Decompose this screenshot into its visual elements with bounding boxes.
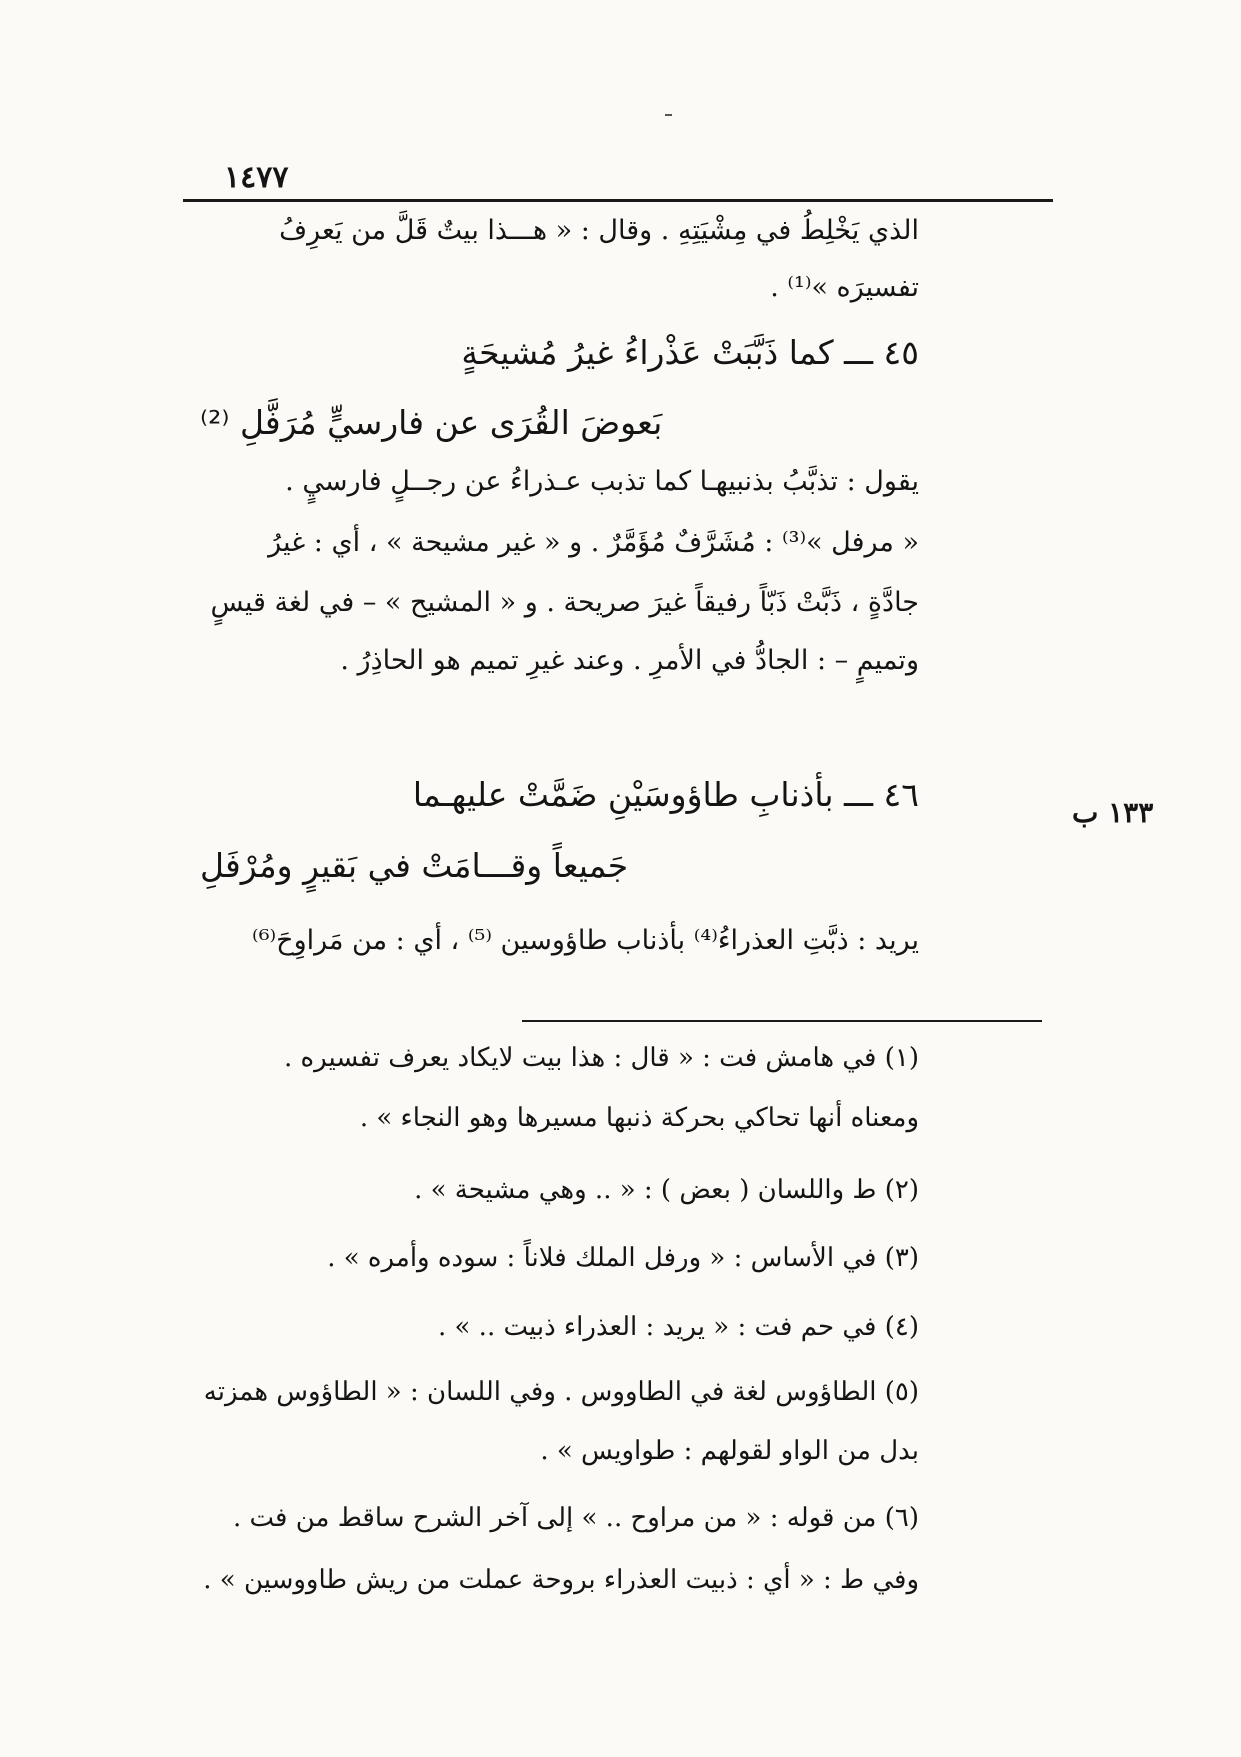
body-line: يريد : ذبَّتِ العذراءُ⁽⁴⁾ بأذناب طاؤوسين ⁽⁵⁾ ، أي : من مَراوِحَ⁽⁶⁾	[252, 925, 919, 956]
footnote-line: (٥) الطاؤوس لغة في الطاووس . وفي اللسان : « الطاؤوس همزته	[203, 1377, 919, 1407]
footnote-line: ومعناه أنها تحاكي بحركة ذنبها مسيرها وهو النجاء » .	[359, 1103, 919, 1133]
verse-45-first-hemistich: ٤٥ ـــ كما ذَبَّبَتْ عَذْراءُ غيرُ مُشيحَةٍ	[461, 333, 919, 372]
body-line: الذي يَخْلِطُ في مِشْيَتِهِ . وقال : « هـــذا بيتٌ قَلَّ من يَعرِفُ	[279, 215, 919, 246]
body-line: جادَّةٍ ، ذَبَّتْ ذَبّاً رفيقاً غيرَ صريحة . و « المشيح » – في لغة قيسٍ	[210, 587, 919, 618]
footnote-line: (٣) في الأساس : « ورفل الملك فلاناً : سوده وأمره » .	[327, 1243, 919, 1273]
footnote-line: (٤) في حم فت : « يريد : العذراء ذبيت .. » .	[437, 1312, 919, 1342]
footnote-line: بدل من الواو لقولهم : طواويس » .	[540, 1436, 919, 1466]
body-line: « مرفل »⁽³⁾ : مُشَرَّفٌ مُؤَمَّرٌ . و « غير مشيحة » ، أي : غيرُ	[268, 527, 919, 558]
body-line: تفسيرَه »⁽¹⁾ .	[770, 272, 919, 303]
header-rule	[183, 199, 1053, 202]
verse-46-first-hemistich: ٤٦ ـــ بأذنابِ طاؤوسَيْنِ ضَمَّتْ عليهـما	[412, 775, 919, 814]
marginal-folio: ١٣٣ ب	[1072, 796, 1154, 829]
verse-46-second-hemistich: جَميعاً وقـــامَتْ في بَقيرٍ ومُرْفَلِ	[200, 846, 629, 885]
footnote-line: وفي ط : « أي : ذبيت العذراء بروحة عملت من ريش طاووسين » .	[203, 1565, 919, 1595]
body-line: يقول : تذبَّبُ بذنبيهـا كما تذبب عـذراءُ عن رجــلٍ فارسيٍ .	[285, 466, 919, 497]
footnote-rule	[522, 1020, 1042, 1022]
footnote-line: (٦) من قوله : « من مراوح .. » إلى آخر الشرح ساقط من فت .	[232, 1503, 919, 1533]
body-line: وتميمٍ – : الجادُّ في الأمرِ . وعند غيرِ تميم هو الحاذِرُ .	[340, 645, 919, 676]
stray-mark	[665, 114, 672, 116]
footnote-line: (١) في هامش فت : « قال : هذا بيت لايكاد يعرف تفسيره .	[284, 1043, 919, 1073]
verse-45-second-hemistich: بَعوضَ القُرَى عن فارسيٍّ مُرَفَّلِ ⁽²⁾	[200, 403, 663, 442]
page-number: ١٤٧٧	[224, 160, 289, 195]
footnote-line: (٢) ط واللسان ( بعض ) : « .. وهي مشيحة » .	[414, 1175, 919, 1205]
